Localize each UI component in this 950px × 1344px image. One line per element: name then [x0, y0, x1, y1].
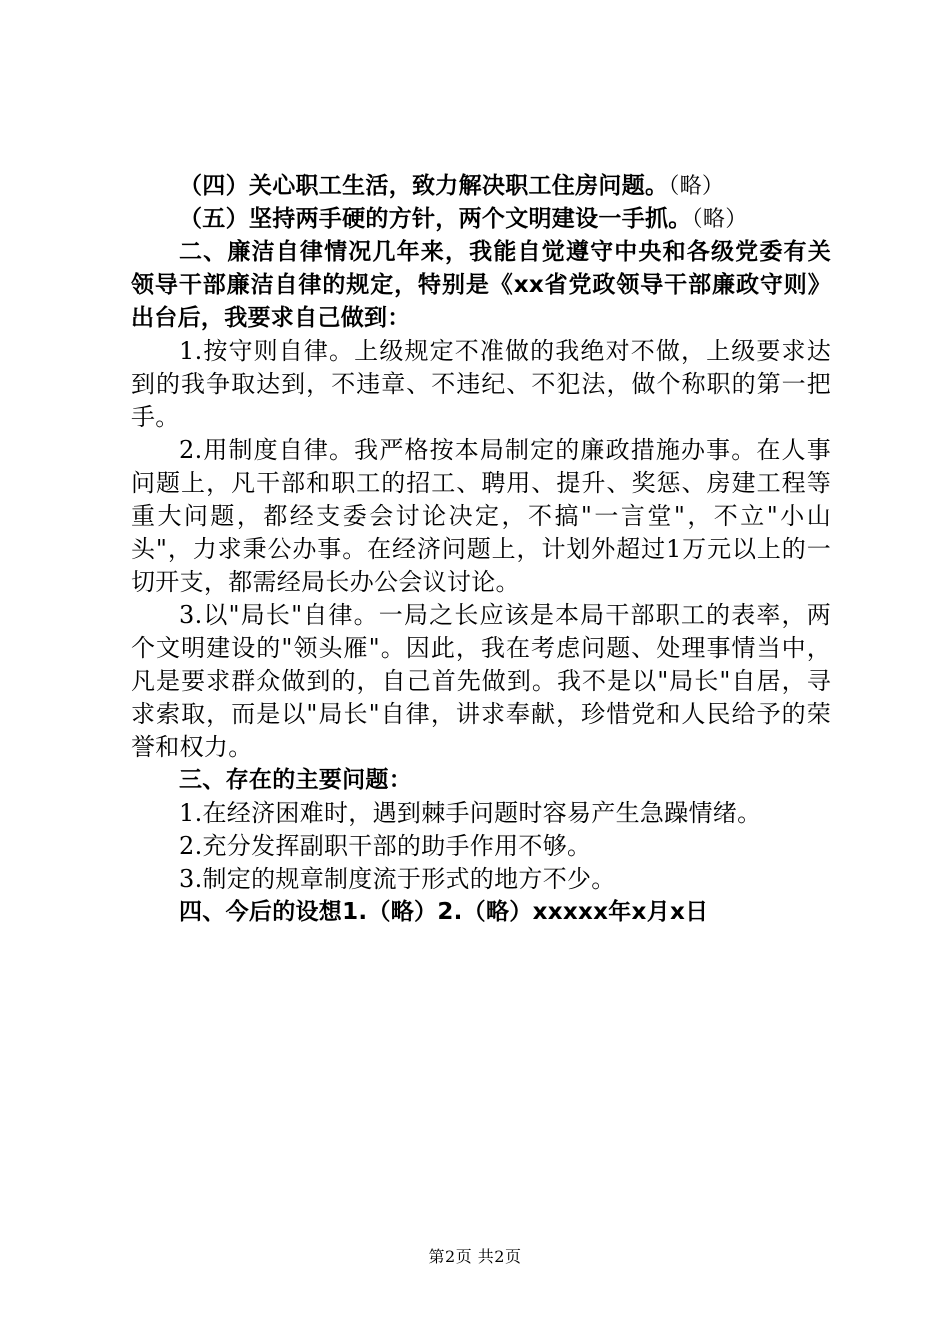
section-3-item-2: 2.充分发挥副职干部的助手作用不够。 — [179, 832, 592, 860]
section-3-item-1: 1.在经济困难时，遇到棘手问题时容易产生急躁情绪。 — [179, 799, 762, 827]
paragraph-4-note: （略） — [668, 174, 725, 199]
section-2-item-3: 3.以"局长"自律。一局之长应该是本局干部职工的表率，两个文明建设的"领头雁"。因此，我在考虑问题、处理事情当中，凡是要求群众做到的，自己首先做到。我不是以"局长"自居，寻求索取，而是以"局长"自律，讲求奉献，珍惜党和人民给予的荣誉和权力。 — [131, 601, 831, 761]
section-2-heading: 二、廉洁自律情况几年来，我能自觉遵守中央和各级党委有关领导干部廉洁自律的规定，特别是《xx省党政领导干部廉政守则》出台后，我要求自己做到： — [131, 239, 831, 331]
section-4-heading: 四、今后的设想1.（略）2.（略）xxxxx年x月x日 — [179, 899, 709, 925]
paragraph-4 — [131, 170, 831, 203]
page-number-footer: 第2页 共2页 — [428, 1247, 522, 1266]
paragraph-5-text: （五）坚持两手硬的方针，两个文明建设一手抓。 — [179, 206, 692, 232]
document-body — [131, 170, 831, 929]
section-3-item-3: 3.制定的规章制度流于形式的地方不少。 — [179, 865, 616, 893]
paragraph-4-text: （四）关心职工生活，致力解决职工住房问题。 — [179, 173, 669, 199]
section-2-item-2: 2.用制度自律。我严格按本局制定的廉政措施办事。在人事问题上，凡干部和职工的招工、聘用、提升、奖惩、房建工程等重大问题，都经支委会讨论决定，不搞"一言堂"，不立"小山头"，力求秉公办事。在经济问题上，计划外超过1万元以上的一切开支，都需经局长办公会议讨论。 — [131, 436, 831, 596]
paragraph-5-note: （略） — [691, 207, 748, 232]
paragraph-5 — [131, 203, 831, 236]
section-3-heading: 三、存在的主要问题： — [179, 767, 412, 793]
section-2-item-1: 1.按守则自律。上级规定不准做的我绝对不做，上级要求达到的我争取达到，不违章、不违纪、不犯法，做个称职的第一把手。 — [131, 337, 831, 431]
